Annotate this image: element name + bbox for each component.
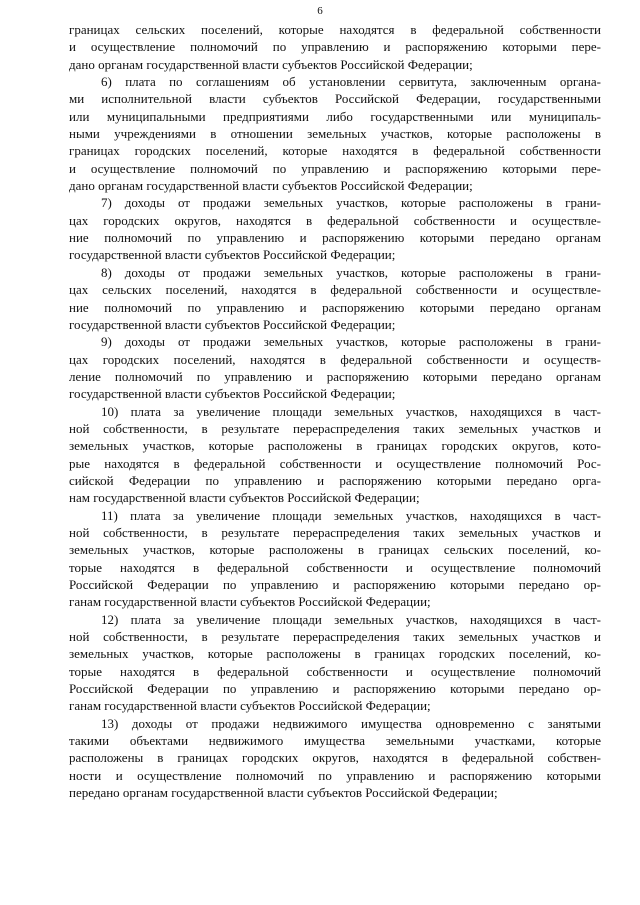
- text-line: ной собственности, в результате перераспределения таких земельных участков и: [69, 629, 601, 645]
- text-line: нам государственной власти субъектов Российской Федерации;: [69, 490, 420, 506]
- text-line: ми исполнительной власти субъектов Российской Федерации, государственными: [69, 91, 601, 107]
- document-body: [69, 21, 601, 801]
- text-line: и осуществление полномочий по управлению и распоряжению которыми пере-: [69, 160, 601, 176]
- paragraph: [69, 403, 601, 507]
- text-line: 8) доходы от продажи земельных участков, которые расположены в грани-: [101, 264, 601, 280]
- paragraph: [69, 333, 601, 402]
- text-line: торые находятся в федеральной собственности и осуществление полномочий: [69, 559, 601, 575]
- paragraph: [69, 507, 601, 611]
- paragraph: [69, 611, 601, 715]
- paragraph: [69, 715, 601, 802]
- text-line: ние полномочий по управлению и распоряжению которыми передано органам: [69, 230, 601, 246]
- text-line: или муниципальными предприятиями либо государственными или муниципаль-: [69, 108, 601, 124]
- paragraph: [69, 194, 601, 263]
- paragraph: [69, 21, 601, 73]
- text-line: земельных участков, которые расположены в границах городских поселений, ко-: [69, 646, 601, 662]
- text-line: передано органам государственной власти субъектов Российской Федерации;: [69, 785, 498, 801]
- text-line: государственной власти субъектов Российской Федерации;: [69, 316, 396, 332]
- text-line: 10) плата за увеличение площади земельных участков, находящихся в част-: [101, 403, 601, 419]
- text-line: 9) доходы от продажи земельных участков, которые расположены в грани-: [101, 334, 601, 350]
- text-line: дано органам государственной власти субъектов Российской Федерации;: [69, 56, 473, 72]
- page-number: 6: [317, 5, 323, 17]
- text-line: 6) плата по соглашениям об установлении сервитута, заключенным органа-: [101, 74, 601, 90]
- text-line: границах городских поселений, которые находятся в федеральной собственности: [69, 143, 601, 159]
- text-line: ности и осуществление полномочий по управлению и распоряжению которыми: [69, 767, 601, 783]
- text-line: сийской Федерации по управлению и распоряжению которыми передано орга-: [69, 472, 601, 488]
- text-line: такими объектами недвижимого имущества земельными участками, которые: [69, 733, 601, 749]
- text-line: ными учреждениями в отношении земельных участков, которые расположены в: [69, 126, 601, 142]
- text-line: 11) плата за увеличение площади земельных участков, находящихся в част-: [101, 507, 601, 523]
- text-line: дано органам государственной власти субъектов Российской Федерации;: [69, 178, 473, 194]
- text-line: ной собственности, в результате перераспределения таких земельных участков и: [69, 420, 601, 436]
- text-line: ганам государственной власти субъектов Российской Федерации;: [69, 594, 431, 610]
- text-line: Российской Федерации по управлению и распоряжению которыми передано ор-: [69, 681, 601, 697]
- text-line: границах сельских поселений, которые находятся в федеральной собственности: [69, 22, 601, 37]
- text-line: земельных участков, которые расположены в границах сельских поселений, ко-: [69, 542, 601, 558]
- text-line: ление полномочий по управлению и распоряжению которыми передано органам: [69, 368, 601, 384]
- text-line: государственной власти субъектов Российской Федерации;: [69, 386, 396, 402]
- text-line: земельных участков, которые расположены в границах городских округов, кото-: [69, 438, 601, 454]
- text-line: рые находятся в федеральной собственности и осуществление полномочий Рос-: [69, 455, 601, 471]
- text-line: цах городских округов, находятся в федеральной собственности и осуществле-: [69, 212, 601, 228]
- text-line: 13) доходы от продажи недвижимого имущества одновременно с занятыми: [101, 715, 601, 731]
- text-line: и осуществление полномочий по управлению и распоряжению которыми пере-: [69, 39, 601, 55]
- text-line: Российской Федерации по управлению и распоряжению которыми передано ор-: [69, 577, 601, 592]
- text-line: цах городских поселений, находятся в федеральной собственности и осуществ-: [69, 351, 601, 367]
- text-line: ганам государственной власти субъектов Российской Федерации;: [69, 698, 431, 714]
- text-line: 12) плата за увеличение площади земельных участков, находящихся в част-: [101, 611, 601, 627]
- text-line: государственной власти субъектов Российской Федерации;: [69, 247, 396, 263]
- text-line: торые находятся в федеральной собственности и осуществление полномочий: [69, 663, 601, 679]
- paragraph: [69, 73, 601, 194]
- text-line: ной собственности, в результате перераспределения таких земельных участков и: [69, 524, 601, 540]
- text-line: расположены в границах городских округов, находятся в федеральной собствен-: [69, 750, 601, 766]
- paragraph: [69, 264, 601, 333]
- text-line: цах сельских поселений, находятся в федеральной собственности и осуществле-: [69, 282, 601, 298]
- text-line: ние полномочий по управлению и распоряжению которыми передано органам: [69, 299, 601, 315]
- text-line: 7) доходы от продажи земельных участков, которые расположены в грани-: [101, 195, 601, 211]
